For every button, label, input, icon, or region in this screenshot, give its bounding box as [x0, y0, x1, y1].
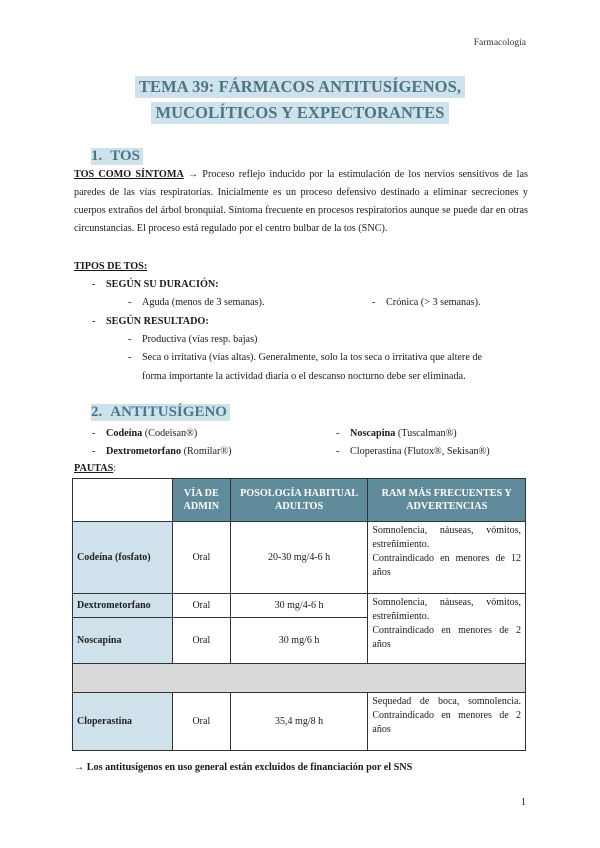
title-line-2: MUCOLÍTICOS Y EXPECTORANTES: [151, 102, 448, 124]
pautas-colon: :: [113, 463, 117, 474]
via-cell: Oral: [172, 618, 230, 664]
header-subject: Farmacología: [473, 38, 526, 48]
title-line-1: TEMA 39: FÁRMACOS ANTITUSÍGENOS,: [135, 76, 465, 98]
ram-cell: [368, 522, 526, 594]
drug-codeina: - Codeína (Codeisan®): [92, 428, 198, 439]
via-cell: Oral: [172, 594, 230, 618]
drug-cell: Dextrometorfano: [73, 594, 173, 618]
cloperastina-text: Cloperastina (Flutox®, Sekisan®): [350, 446, 490, 457]
drug-cell: Noscapina: [73, 618, 173, 664]
drug-cloperastina: - Cloperastina (Flutox®, Sekisan®): [336, 446, 490, 457]
result-label: - SEGÚN RESULTADO:: [92, 316, 209, 327]
header-blank: [73, 479, 173, 522]
header-posologia: POSOLOGÍA HABITUAL ADULTOS: [230, 479, 368, 522]
dose-cell: 35,4 mg/8 h: [230, 693, 368, 751]
ram-line-1: Somnolencia, náuseas, vómitos, estreñimiento.: [372, 597, 521, 622]
section-2-number: 2.: [91, 404, 103, 420]
separator-cell: [73, 664, 526, 693]
symptom-label: TOS COMO SÍNTOMA: [74, 169, 184, 180]
pautas-label-text: PAUTAS: [74, 463, 114, 474]
ram-line-2: Contraindicado en menores de 2 años: [372, 625, 521, 650]
financing-note: → Los antitusígenos en uso general están excluidos de financiación por el SNS: [74, 762, 413, 773]
table-row: [73, 522, 526, 594]
header-via: VÍA DE ADMIN: [172, 479, 230, 522]
codeina-brand: (Codeisan®): [142, 428, 198, 439]
productive-text: Productiva (vías resp. bajas): [142, 334, 258, 345]
ram-cell: Sequedad de boca, somnolencia. Contraindicado en menores de 2 años: [368, 693, 526, 751]
pautas-table: [72, 478, 526, 751]
dextro-name: Dextrometorfano: [106, 446, 182, 457]
noscapina-name: Noscapina: [350, 428, 396, 439]
duration-label-text: SEGÚN SU DURACIÓN:: [106, 279, 219, 290]
drug-cell: Codeína (fosfato): [73, 522, 173, 594]
drug-dextrometorfano: - Dextrometorfano (Romilar®): [92, 446, 232, 457]
symptom-paragraph: [74, 166, 528, 238]
section-1-heading: [91, 148, 143, 165]
page-title: [0, 74, 600, 126]
dry-item-continued: forma importante la actividad diaria o el descanso nocturno debe ser eliminada.: [142, 371, 466, 382]
via-cell: Oral: [172, 522, 230, 594]
table-row: [73, 594, 526, 618]
section-1-number: 1.: [91, 148, 103, 164]
dry-text-line-1: Seca o irritativa (vías altas). Generalmente, solo la tos seca o irritativa que altere de: [142, 352, 483, 363]
symptom-text: → Proceso reflejo inducido por la estimulación de los nervios sensitivos de las paredes de las vías respiratorias. Inicialmente es un proceso defensivo destinado a eliminar secreciones y cuerpos extraños del árbol bronquial. Síntoma frecuente en procesos respiratorios aunque se puede dar en otras circunstancias. El proceso está regulado por el centro bulbar de la tos (SNC).: [74, 169, 528, 234]
table-header-row: [73, 479, 526, 522]
section-1-title: TOS: [110, 148, 140, 164]
dose-cell: 30 mg/4-6 h: [230, 594, 368, 618]
dose-cell: 30 mg/6 h: [230, 618, 368, 664]
dry-item: - Seca o irritativa (vías altas). Generalmente, solo la tos seca o irritativa que altere de: [128, 352, 483, 363]
dextro-brand: (Romilar®): [181, 446, 232, 457]
dose-cell: 20-30 mg/4-6 h: [230, 522, 368, 594]
header-ram: RAM MÁS FRECUENTES Y ADVERTENCIAS: [368, 479, 526, 522]
section-2-heading: [91, 404, 230, 421]
result-label-text: SEGÚN RESULTADO:: [106, 316, 209, 327]
pautas-label: [74, 462, 116, 476]
chronic-item: - Crónica (> 3 semanas).: [372, 297, 481, 308]
page-number: 1: [521, 797, 526, 808]
ram-line-2: Contraindicado en menores de 12 años: [372, 553, 521, 578]
section-2-title: ANTITUSÍGENO: [110, 404, 227, 420]
productive-item: - Productiva (vías resp. bajas): [128, 334, 258, 345]
acute-text: Aguda (menos de 3 semanas).: [142, 297, 265, 308]
types-label: TIPOS DE TOS:: [74, 261, 148, 272]
table-row: [73, 693, 526, 751]
via-cell: Oral: [172, 693, 230, 751]
noscapina-brand: (Tuscalman®): [395, 428, 457, 439]
ram-cell: [368, 594, 526, 664]
codeina-name: Codeína: [106, 428, 143, 439]
chronic-text: Crónica (> 3 semanas).: [386, 297, 481, 308]
duration-label: - SEGÚN SU DURACIÓN:: [92, 279, 219, 290]
table-separator-row: [73, 664, 526, 693]
acute-item: - Aguda (menos de 3 semanas).: [128, 297, 265, 308]
ram-line-1: Somnolencia, náuseas, vómitos, estreñimiento.: [372, 525, 521, 550]
drug-cell: Cloperastina: [73, 693, 173, 751]
drug-noscapina: - Noscapina (Tuscalman®): [336, 428, 457, 439]
